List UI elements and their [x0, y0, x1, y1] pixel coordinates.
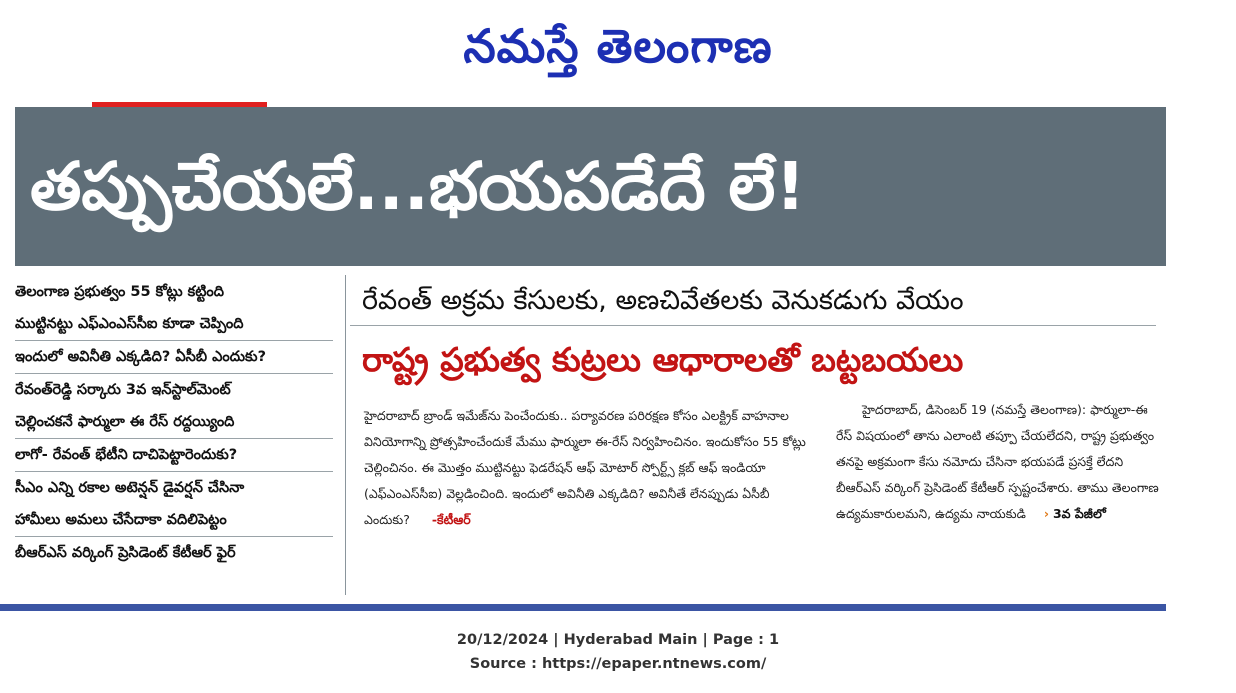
subhead-rule: [350, 325, 1156, 326]
edition-info: 20/12/2024 | Hyderabad Main | Page : 1: [456, 632, 780, 648]
quote-signature: -కేటీఆర్: [431, 512, 471, 527]
article-body: [836, 397, 1166, 527]
main-headline: తప్పుచేయలే...భయపడేదే లే!: [30, 148, 806, 225]
summary-line: హామీలు అమలు చేసేదాకా వదిలిపెట్టం: [15, 504, 333, 537]
source-link[interactable]: Source : https://epaper.ntnews.com/: [469, 656, 767, 672]
quote-body: [364, 403, 819, 533]
article-text: [836, 397, 1166, 527]
summary-line: బీఆర్‌ఎస్ వర్కింగ్ ప్రెసిడెంట్ కేటీఆర్ ఫైర్: [15, 545, 236, 561]
quote-text: హైదరాబాద్ బ్రాండ్ ఇమేజ్‌ను పెంచేందుకు.. పర్యావరణ పరిరక్షణ కోసం ఎలక్ట్రిక్ వాహనాల వినియోగాన్ని ప్రోత్సహించేందుకే మేము ఫార్ములా ఈ-రేస్ నిర్వహించినం. ఇందుకోసం 55 కోట్లు చెల్లించినం. ఈ మొత్తం ముట్టినట్టు ఫెడరేషన్ ఆఫ్ మోటార్ స్పోర్ట్స్ క్లబ్ ఆఫ్ ఇండియా (ఎఫ్ఎంఎస్‌సీఐ) వెల్లడించింది. ఇందులో అవినీతి ఎక్కడిది? అవినీతే లేనప్పుడు ఏసీబీ ఎందుకు?: [364, 408, 806, 527]
masthead-logo: నమస్తే తెలంగాణ: [463, 19, 773, 73]
summary-line: సీఎం ఎన్ని రకాల అటెన్షన్ డైవర్షన్ చేసినా: [15, 480, 245, 496]
summary-line: ఇందులో అవినీతి ఎక్కడిది? ఏసీబీ ఎందుకు?: [15, 341, 333, 374]
summary-line: చెల్లించకనే ఫార్ములా ఈ రేస్ రద్దయ్యింది: [15, 406, 333, 439]
left-summary-column: [15, 276, 333, 569]
column-divider: [345, 275, 346, 595]
summary-line: లాగో- రేవంత్ భేటీని దాచిపెట్టారెందుకు?: [15, 439, 333, 472]
page-caption: [0, 628, 1236, 676]
summary-line: ముట్టినట్టు ఎఫ్ఎంఎస్‌సీఐ కూడా చెప్పింది: [15, 308, 333, 341]
bottom-rule: [0, 604, 1166, 611]
continued-arrow-icon: ›: [1043, 506, 1049, 521]
summary-line: తెలంగాణ ప్రభుత్వం 55 కోట్లు కట్టింది: [15, 284, 225, 300]
summary-line: రేవంత్‌రెడ్డి సర్కారు 3వ ఇన్‌స్టాల్‌మెంట్: [15, 382, 231, 398]
subheadline-secondary: రాష్ట్ర ప్రభుత్వ కుట్రలు ఆధారాలతో బట్టబయలు: [362, 340, 964, 379]
subheadline-primary: రేవంత్ అక్రమ కేసులకు, అణచివేతలకు వెనుకడుగు వేయం: [362, 285, 964, 316]
continued-page-link[interactable]: 3వ పేజీలో: [1052, 506, 1106, 521]
article-text-content: హైదరాబాద్, డిసెంబర్ 19 (నమస్తే తెలంగాణ): ఫార్ములా-ఈ రేస్ విషయంలో తాను ఎలాంటి తప్పూ చేయలేదని, రాష్ట్ర ప్రభుత్వం తనపై అక్రమంగా కేసు నమోదు చేసినా భయపడే ప్రసక్తే లేదని బీఆర్‌ఎస్ వర్కింగ్ ప్రెసిడెంట్ కేటీఆర్ స్పష్టంచేశారు. తాము తెలంగాణ ఉద్యమకారులమని, ఉద్యమ నాయకుడి: [836, 402, 1159, 521]
